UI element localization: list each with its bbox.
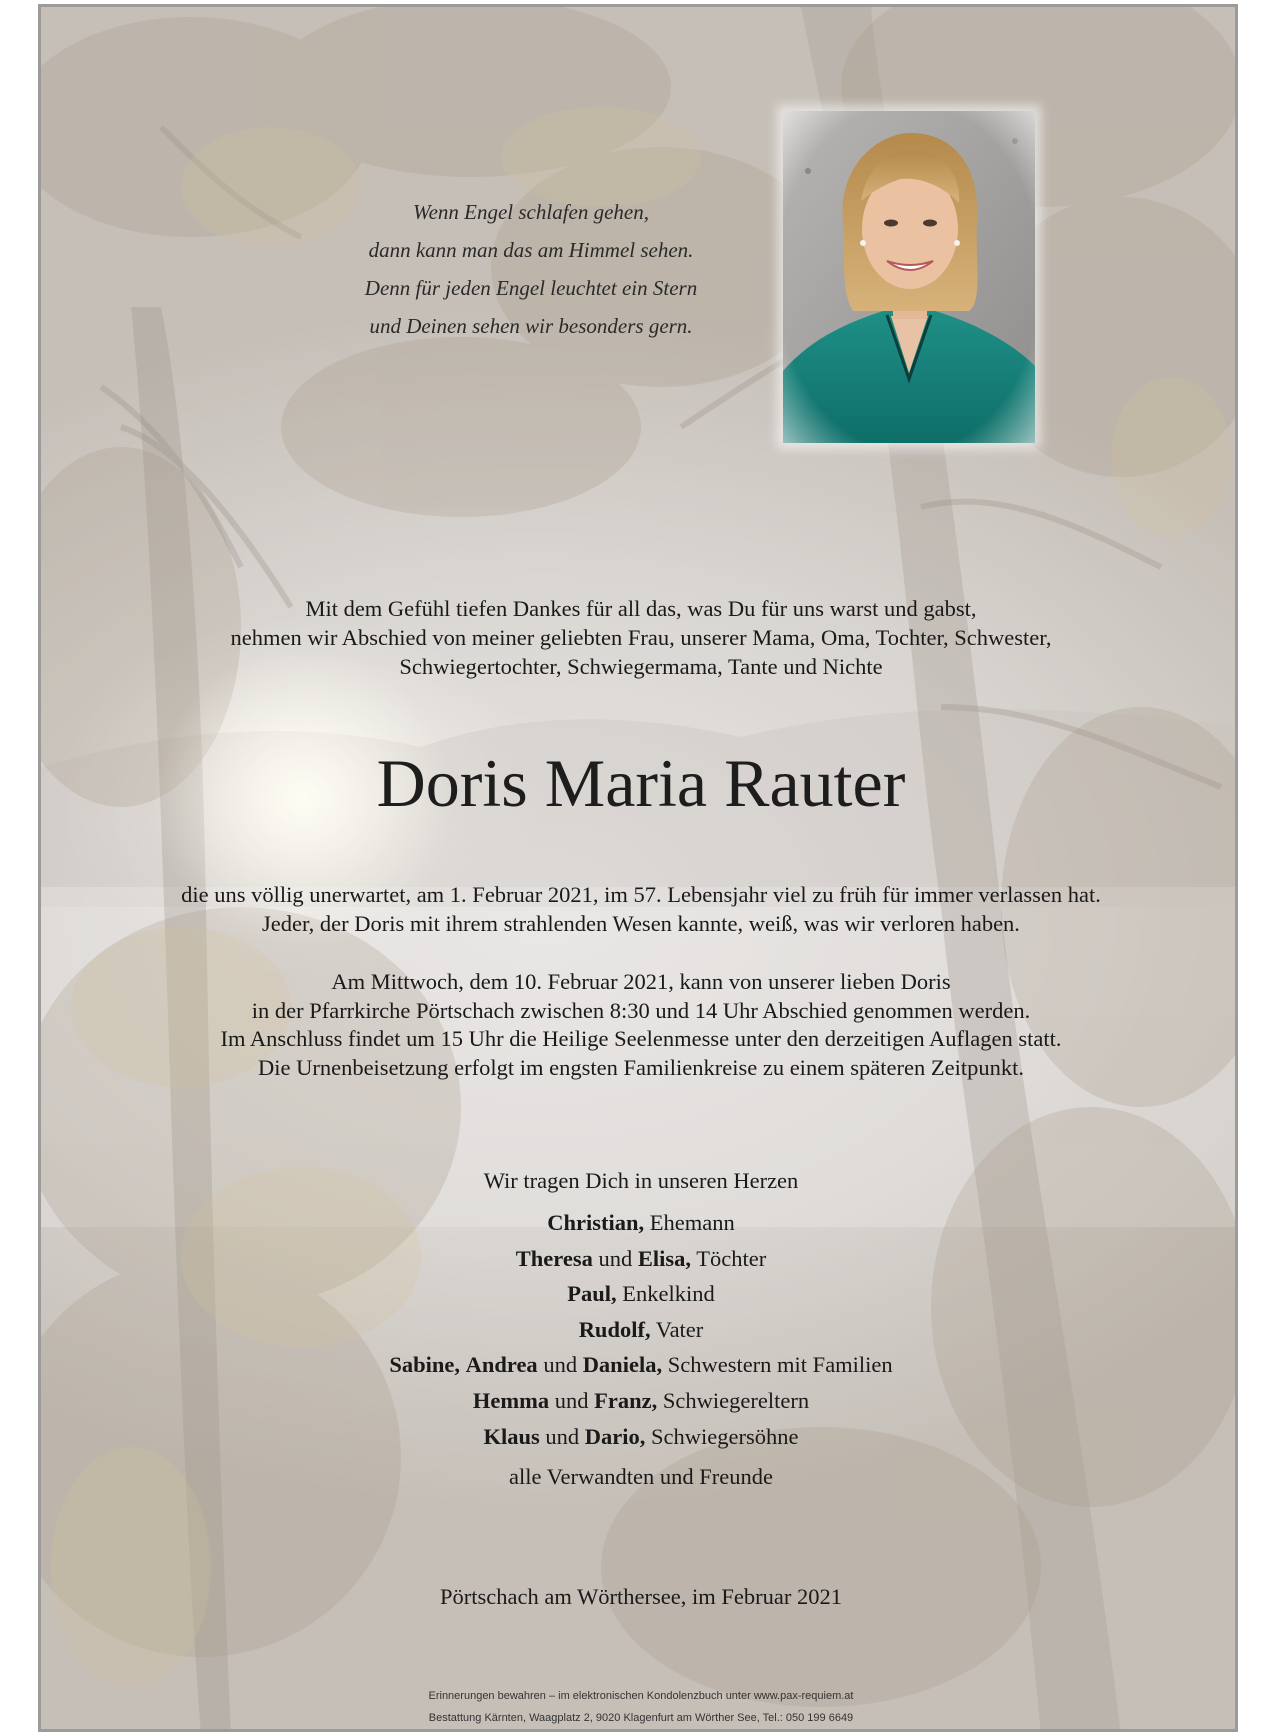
family-closing: alle Verwandten und Freunde bbox=[509, 1464, 773, 1490]
family-member bbox=[41, 1388, 1238, 1424]
intro-line: nehmen wir Abschied von meiner geliebten Frau, unserer Mama, Oma, Tochter, Schwester, bbox=[230, 625, 1052, 650]
poem-line: Wenn Engel schlafen gehen, bbox=[413, 200, 649, 224]
member-name: Franz, bbox=[594, 1387, 658, 1413]
connector: und bbox=[549, 1387, 595, 1413]
member-name: Paul, bbox=[567, 1281, 617, 1307]
member-relation: Enkelkind bbox=[616, 1281, 715, 1307]
member-relation: Vater bbox=[650, 1316, 704, 1342]
family-member bbox=[41, 1246, 1238, 1282]
member-relation: Schwestern mit Familien bbox=[662, 1352, 893, 1378]
intro-line: Schwiegertochter, Schwiegermama, Tante und Nichte bbox=[399, 654, 883, 679]
body-line: Jeder, der Doris mit ihrem strahlenden Wesen kannte, weiß, was wir verloren haben. bbox=[262, 910, 1020, 936]
family-lead: Wir tragen Dich in unseren Herzen bbox=[483, 1168, 799, 1193]
member-relation: Schwiegersöhne bbox=[645, 1423, 799, 1449]
intro-text bbox=[41, 594, 1238, 681]
member-name: Dario, bbox=[584, 1423, 646, 1449]
portrait-photo bbox=[783, 111, 1035, 443]
family-member bbox=[41, 1317, 1238, 1353]
member-name: Klaus bbox=[483, 1423, 540, 1449]
deceased-name: Doris Maria Rauter bbox=[376, 745, 906, 821]
family-member bbox=[41, 1281, 1238, 1317]
poem-line: Denn für jeden Engel leuchtet ein Stern bbox=[364, 276, 698, 300]
portrait-image bbox=[783, 111, 1035, 443]
connector: und bbox=[539, 1423, 585, 1449]
member-name: Rudolf, bbox=[578, 1316, 651, 1342]
farewell-paragraph bbox=[41, 968, 1238, 1082]
place-date: Pörtschach am Wörthersee, im Februar 2021 bbox=[440, 1584, 842, 1609]
poem-line: und Deinen sehen wir besonders gern. bbox=[369, 314, 693, 338]
intro-line: Mit dem Gefühl tiefen Dankes für all das, was Du für uns warst und gabst, bbox=[305, 596, 977, 621]
member-name: Andrea bbox=[465, 1352, 538, 1378]
obituary-notice bbox=[38, 4, 1238, 1732]
body-line: Die Urnenbeisetzung erfolgt im engsten Familienkreise zu einem späteren Zeitpunkt. bbox=[257, 1054, 1024, 1080]
member-name: Sabine, bbox=[389, 1352, 460, 1378]
member-name: Christian, bbox=[547, 1210, 645, 1235]
footer-line: Bestattung Kärnten, Waagplatz 2, 9020 Klagenfurt am Wörther See, Tel.: 050 199 6649 bbox=[428, 1712, 854, 1724]
member-name: Hemma bbox=[472, 1387, 550, 1413]
member-name: Daniela, bbox=[582, 1352, 663, 1378]
family-member bbox=[41, 1210, 1238, 1246]
body-line: Im Anschluss findet um 15 Uhr die Heilige Seelenmesse unter den derzeitigen Auflagen statt. bbox=[220, 1026, 1062, 1051]
connector: und bbox=[592, 1245, 638, 1271]
member-relation: Schwiegereltern bbox=[657, 1387, 810, 1413]
footer-line: Erinnerungen bewahren – im elektronischen Kondolenzbuch unter www.pax-requiem.at bbox=[428, 1690, 854, 1702]
body-line: die uns völlig unerwartet, am 1. Februar 2021, im 57. Lebensjahr viel zu früh für immer verlassen hat. bbox=[181, 882, 1101, 907]
death-paragraph bbox=[41, 881, 1238, 938]
body-line: Am Mittwoch, dem 10. Februar 2021, kann von unserer lieben Doris bbox=[331, 969, 951, 994]
family-list bbox=[41, 1168, 1238, 1490]
member-name: Theresa bbox=[515, 1245, 593, 1271]
poem-line: dann kann man das am Himmel sehen. bbox=[368, 238, 694, 262]
family-member bbox=[41, 1424, 1238, 1460]
member-relation: Ehemann bbox=[644, 1210, 735, 1235]
footer bbox=[41, 1685, 1238, 1729]
family-member bbox=[41, 1352, 1238, 1388]
connector: und bbox=[537, 1352, 583, 1378]
member-relation: Töchter bbox=[691, 1245, 767, 1271]
poem bbox=[301, 193, 761, 345]
member-name: Elisa, bbox=[637, 1245, 692, 1271]
body-line: in der Pfarrkirche Pörtschach zwischen 8:30 und 14 Uhr Abschied genommen werden. bbox=[251, 997, 1031, 1023]
